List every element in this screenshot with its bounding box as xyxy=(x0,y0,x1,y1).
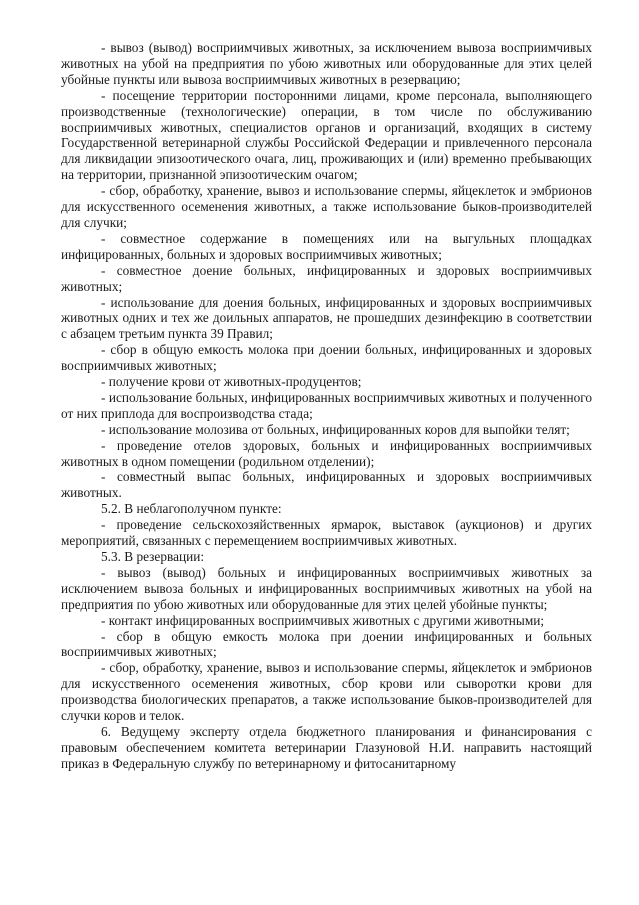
paragraph: - совместное содержание в помещениях или на выгульных площадках инфицированных, больных и здоровых восприимчивых животных; xyxy=(61,230,592,262)
paragraph: - сбор, обработку, хранение, вывоз и использование спермы, яйцеклеток и эмбрионов для искусственного осеменения животных, сбор крови или сыворотки крови для производства биологических препаратов, а также использование быков-производителей для случки коров и телок. xyxy=(61,660,592,724)
paragraph: - использование для доения больных, инфицированных и здоровых восприимчивых животных одних и тех же доильных аппаратов, не прошедших дезинфекцию в соответствии с абзацем третьим пункта 39 Правил; xyxy=(61,294,592,342)
paragraph: - совместный выпас больных, инфицированных и здоровых восприимчивых животных. xyxy=(61,469,592,501)
paragraph: - вывоз (вывод) восприимчивых животных, за исключением вывоза восприимчивых животных на убой на предприятия по убою животных или оборудованные для этих целей убойные пункты или вывоза восприимчивых животных в резервацию; xyxy=(61,40,592,87)
paragraph: - сбор в общую емкость молока при доении больных, инфицированных и здоровых восприимчивых животных; xyxy=(61,342,592,374)
paragraph: - совместное доение больных, инфицированных и здоровых восприимчивых животных; xyxy=(61,262,592,294)
section-heading-5-2: 5.2. В неблагополучном пункте: xyxy=(101,501,282,517)
document-body xyxy=(61,40,592,772)
paragraph: - проведение сельскохозяйственных ярмарок, выставок (аукционов) и других мероприятий, связанных с перемещением восприимчивых животных. xyxy=(61,517,592,549)
paragraph: - проведение отелов здоровых, больных и инфицированных восприимчивых животных в одном помещении (родильном отделении); xyxy=(61,437,592,469)
paragraph: - использование больных, инфицированных восприимчивых животных и полученного от них приплода для воспроизводства стада; xyxy=(61,389,592,421)
paragraph: - вывоз (вывод) больных и инфицированных восприимчивых животных за исключением вывоза больных и инфицированных восприимчивых животных на убой на предприятия по убою животных или оборудованные для этих целей убойные пункты; xyxy=(61,564,592,612)
paragraph: - получение крови от животных-продуцентов; xyxy=(101,374,362,390)
paragraph: - использование молозива от больных, инфицированных коров для выпойки телят; xyxy=(101,421,570,437)
paragraph: - сбор, обработку, хранение, вывоз и использование спермы, яйцеклеток и эмбрионов для искусственного осеменения животных, а также использование быков-производителей для случки; xyxy=(61,183,592,230)
section-heading-5-3: 5.3. В резервации: xyxy=(101,549,205,564)
paragraph-item-6: 6. Ведущему эксперту отдела бюджетного планирования и финансирования с правовым обеспечением комитета ветеринарии Глазуновой Н.И. направить настоящий приказ в Федеральную службу по ветеринарному и фитосанитарному xyxy=(61,723,592,771)
paragraph: - контакт инфицированных восприимчивых животных с другими животными; xyxy=(101,612,545,628)
paragraph: - посещение территории посторонними лицами, кроме персонала, выполняющего производственные (технологические) операции, в том числе по обслуживанию восприимчивых животных, специалистов органов и организаций, входящих в систему Государственной ветеринарной службы Российской Федерации и привлеченного персонала для ликвидации эпизоотического очага, лиц, проживающих и (или) временно пребывающих на территории, признанной эпизоотическим очагом; xyxy=(61,87,592,183)
paragraph: - сбор в общую емкость молока при доении инфицированных и больных восприимчивых животных; xyxy=(61,628,592,660)
